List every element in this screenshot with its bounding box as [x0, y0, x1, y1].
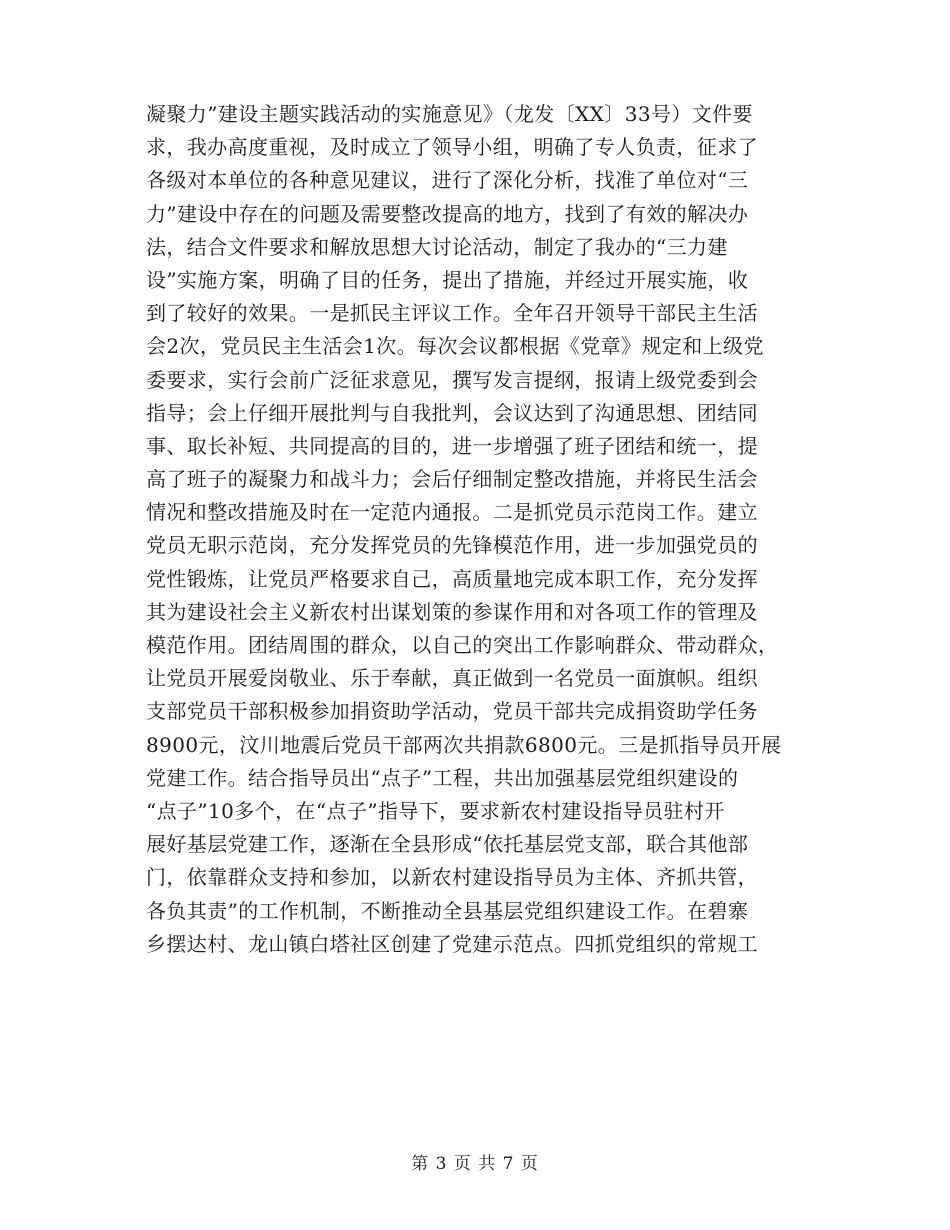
text-line: 支部党员干部积极参加捐资助学活动，党员干部共完成捐资助学任务: [146, 699, 758, 724]
text-line: 法，结合文件要求和解放思想大讨论活动，制定了我办的“三力建: [146, 234, 728, 259]
text-line: 党性锻炼，让党员严格要求自己，高质量地完成本职工作，充分发挥: [146, 566, 758, 591]
text-line: 党建工作。结合指导员出“点子”工程，共出加强基层党组织建设的: [146, 765, 739, 790]
text-line: 事、取长补短、共同提高的目的，进一步增强了班子团结和统一，提: [146, 433, 758, 458]
page-number-footer: 第 3 页 共 7 页: [411, 1154, 539, 1174]
text-line: 指导；会上仔细开展批判与自我批判，会议达到了沟通思想、团结同: [146, 400, 758, 425]
text-line: 门，依靠群众支持和参加，以新农村建设指导员为主体、齐抓共管，: [146, 865, 758, 890]
text-line: 其为建设社会主义新农村出谋划策的参谋作用和对各项工作的管理及: [146, 599, 758, 624]
text-line: 委要求，实行会前广泛征求意见，撰写发言提纲，报请上级党委到会: [146, 367, 758, 392]
text-line: 展好基层党建工作，逐渐在全县形成“依托基层党支部，联合其他部: [146, 832, 749, 857]
text-line: 党员无职示范岗，充分发挥党员的先锋模范作用，进一步加强党员的: [146, 533, 758, 558]
text-line: 到了较好的效果。一是抓民主评议工作。全年召开领导干部民主生活: [146, 301, 758, 326]
text-line: 各级对本单位的各种意见建议，进行了深化分析，找准了单位对“三: [146, 168, 749, 193]
text-line: 让党员开展爱岗敬业、乐于奉献，真正做到一名党员一面旗帜。组织: [146, 666, 758, 691]
text-line: 情况和整改措施及时在一定范内通报。二是抓党员示范岗工作。建立: [146, 500, 758, 525]
body-text: [146, 98, 826, 961]
text-line: 力”建设中存在的问题及需要整改提高的地方，找到了有效的解决办: [146, 201, 749, 226]
text-line: “点子”10多个，在“点子”指导下，要求新农村建设指导员驻村开: [146, 798, 725, 823]
text-line: 模范作用。团结周围的群众，以自己的突出工作影响群众、带动群众，: [146, 633, 779, 657]
text-line: 凝聚力”建设主题实践活动的实施意见》（龙发〔XX〕33号）文件要: [146, 102, 753, 126]
text-line: 各负其责”的工作机制，不断推动全县基层党组织建设工作。在碧寨: [146, 898, 749, 923]
text-line: 求，我办高度重视，及时成立了领导小组，明确了专人负责，征求了: [146, 135, 758, 160]
text-line: 高了班子的凝聚力和战斗力；会后仔细制定整改措施，并将民生活会: [146, 467, 758, 492]
text-line: 乡摆达村、龙山镇白塔社区创建了党建示范点。四抓党组织的常规工: [146, 931, 758, 956]
text-line: 8900元，汶川地震后党员干部两次共捐款6800元。三是抓指导员开展: [146, 732, 782, 757]
text-line: 会2次，党员民主生活会1次。每次会议都根据《党章》规定和上级党: [146, 334, 764, 359]
text-line: 设”实施方案，明确了目的任务，提出了措施，并经过开展实施，收: [146, 267, 749, 292]
